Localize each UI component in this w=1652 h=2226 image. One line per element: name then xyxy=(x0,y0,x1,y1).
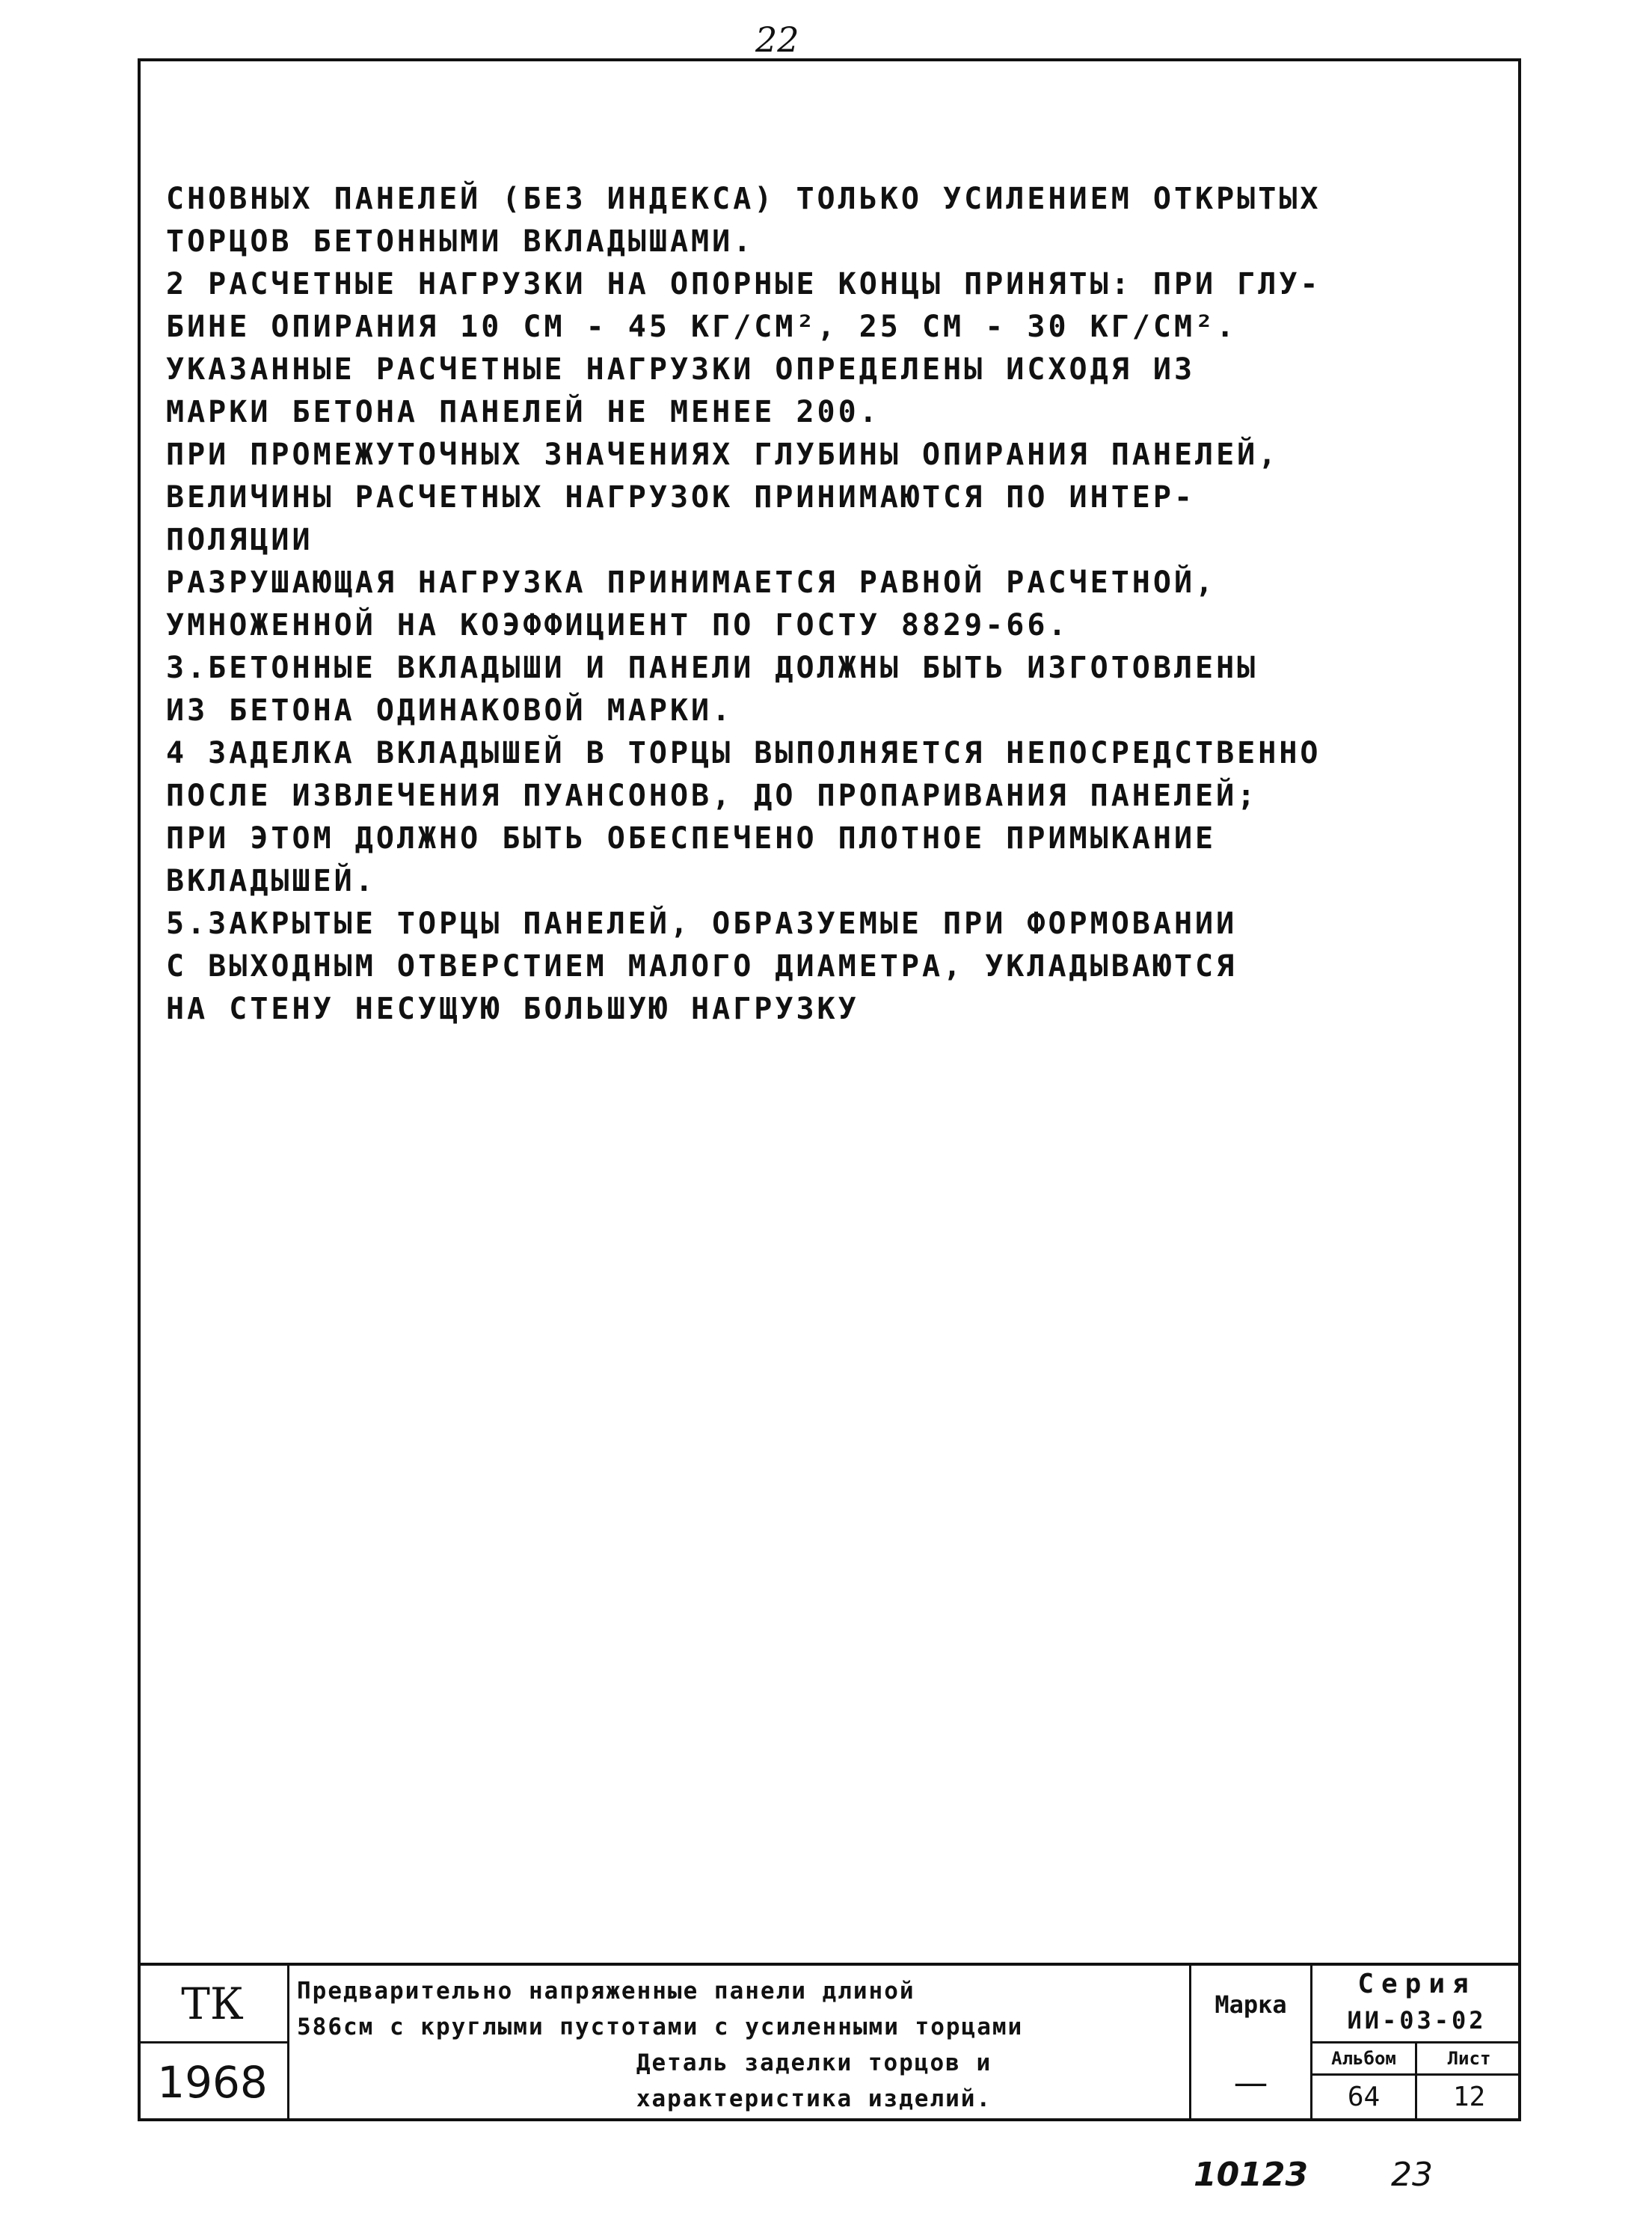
sheet-label: Лист xyxy=(1417,2043,1521,2076)
note-line: СНОВНЫХ ПАНЕЛЕЙ (БЕЗ ИНДЕКСА) ТОЛЬКО УСИЛЕНИЕМ ОТКРЫТЫХ xyxy=(166,182,1321,216)
note-line: 4 ЗАДЕЛКА ВКЛАДЫШЕЙ В ТОРЦЫ ВЫПОЛНЯЕТСЯ НЕПОСРЕДСТВЕННО xyxy=(166,736,1321,770)
note-line: С ВЫХОДНЫМ ОТВЕРСТИЕМ МАЛОГО ДИАМЕТРА, УКЛАДЫВАЮТСЯ xyxy=(166,949,1238,984)
note-line: ПРИ ПРОМЕЖУТОЧНЫХ ЗНАЧЕНИЯХ ГЛУБИНЫ ОПИРАНИЯ ПАНЕЛЕЙ, xyxy=(166,438,1280,472)
album-label: Альбом xyxy=(1312,2043,1415,2076)
seria-label: Серия xyxy=(1357,1969,1476,1999)
note-line: МАРКИ БЕТОНА ПАНЕЛЕЙ НЕ МЕНЕЕ 200. xyxy=(166,395,880,429)
note-line: НА СТЕНУ НЕСУЩУЮ БОЛЬШУЮ НАГРУЗКУ xyxy=(166,992,859,1026)
note-line: ПОСЛЕ ИЗВЛЕЧЕНИЯ ПУАНСОНОВ, ДО ПРОПАРИВАНИЯ ПАНЕЛЕЙ; xyxy=(166,779,1259,813)
title-block xyxy=(138,1963,1521,2121)
sheet-number: 23 xyxy=(1391,2156,1433,2194)
sheet-value: 12 xyxy=(1452,2082,1486,2112)
org-cell: ТК xyxy=(138,1966,287,2043)
note-line: ВКЛАДЫШЕЙ. xyxy=(166,864,376,898)
note-line: ИЗ БЕТОНА ОДИНАКОВОЙ МАРКИ. xyxy=(166,693,734,728)
title-line-1: Предварительно напряженные панели длиной xyxy=(297,1978,915,2005)
album-value: 64 xyxy=(1347,2082,1381,2112)
note-line: ТОРЦОВ БЕТОННЫМИ ВКЛАДЫШАМИ. xyxy=(166,224,755,259)
album-box xyxy=(1310,2043,1415,2121)
note-line: ПОЛЯЦИИ xyxy=(166,523,313,557)
page-number: 22 xyxy=(755,19,799,60)
note-line: 3.БЕТОННЫЕ ВКЛАДЫШИ И ПАНЕЛИ ДОЛЖНЫ БЫТЬ ИЗГОТОВЛЕНЫ xyxy=(166,651,1259,685)
seria-value: ИИ-03-02 xyxy=(1347,2006,1487,2035)
note-line: БИНЕ ОПИРАНИЯ 10 СМ - 45 КГ/СМ², 25 СМ - 30 КГ/СМ². xyxy=(166,310,1238,344)
title-line-4: характеристика изделий. xyxy=(636,2085,992,2112)
note-line: УМНОЖЕННОЙ НА КОЭФФИЦИЕНТ ПО ГОСТУ 8829-66. xyxy=(166,608,1069,643)
note-line: 5.ЗАКРЫТЫЕ ТОРЦЫ ПАНЕЛЕЙ, ОБРАЗУЕМЫЕ ПРИ ФОРМОВАНИИ xyxy=(166,907,1238,941)
note-line: ВЕЛИЧИНЫ РАСЧЕТНЫХ НАГРУЗОК ПРИНИМАЮТСЯ ПО ИНТЕР- xyxy=(166,480,1196,515)
year-cell: 1968 xyxy=(157,2057,268,2108)
marka-label: Марка xyxy=(1189,1966,1310,2043)
title-cell xyxy=(287,1966,1339,2121)
notes-text xyxy=(166,178,1497,1031)
note-line: 2 РАСЧЕТНЫЕ НАГРУЗКИ НА ОПОРНЫЕ КОНЦЫ ПРИНЯТЫ: ПРИ ГЛУ- xyxy=(166,267,1321,301)
note-line: РАЗРУШАЮЩАЯ НАГРУЗКА ПРИНИМАЕТСЯ РАВНОЙ РАСЧЕТНОЙ, xyxy=(166,565,1217,600)
title-line-2: 586см с круглыми пустотами с усиленными торцами xyxy=(297,2014,1024,2040)
archive-number: 10123 xyxy=(1194,2156,1309,2194)
seria-box xyxy=(1310,1966,1521,2043)
note-line: ПРИ ЭТОМ ДОЛЖНО БЫТЬ ОБЕСПЕЧЕНО ПЛОТНОЕ ПРИМЫКАНИЕ xyxy=(166,821,1217,856)
sheet-box xyxy=(1415,2043,1521,2121)
title-line-3: Деталь заделки торцов и xyxy=(636,2049,992,2076)
marka-value: — xyxy=(1189,2043,1310,2121)
note-line: УКАЗАННЫЕ РАСЧЕТНЫЕ НАГРУЗКИ ОПРЕДЕЛЕНЫ ИСХОДЯ ИЗ xyxy=(166,352,1196,387)
